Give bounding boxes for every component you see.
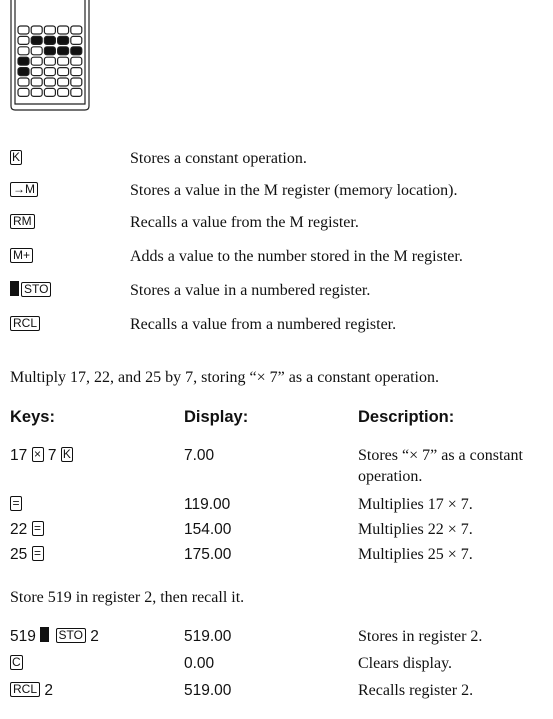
calculator-key-icon [18, 78, 29, 86]
rcl-key: RCL [10, 316, 40, 331]
calculator-key-icon [71, 36, 82, 44]
step-description: operation. [358, 468, 423, 485]
equals-key: = [32, 546, 44, 561]
calculator-key-icon [44, 47, 55, 55]
description-column-header: Description: [358, 408, 455, 426]
calculator-key-icon [44, 26, 55, 34]
calculator-key-icon [58, 78, 69, 86]
step-description: Recalls register 2. [358, 682, 474, 699]
memory-plus-key: M+ [10, 248, 33, 263]
calculator-key-icon [71, 26, 82, 34]
calculator-key-icon [58, 36, 69, 44]
display-value: 7.00 [184, 447, 215, 464]
step-description: Stores “× 7” as a constant [358, 447, 523, 464]
display-value: 519.00 [184, 682, 232, 699]
calculator-key-icon [18, 26, 29, 34]
sto-key: STO [56, 628, 86, 643]
key-row [10, 281, 51, 301]
k-key: K [62, 447, 71, 461]
keystroke-number: 17 [10, 447, 28, 464]
calculator-key-icon [71, 88, 82, 96]
keystroke-sequence [10, 681, 53, 701]
key-description: Recalls a value from the M register. [130, 214, 359, 231]
sto-key: STO [21, 282, 51, 297]
key-description: Stores a value in a numbered register. [130, 282, 371, 299]
calculator-key-icon [44, 68, 55, 76]
calculator-key-icon [18, 88, 29, 96]
recall-memory-key: RM [10, 214, 35, 229]
rcl-key: RCL [10, 682, 40, 697]
keystroke-sequence [10, 446, 73, 466]
calculator-key-icon [18, 68, 29, 76]
keystroke-number: 519 [10, 628, 36, 645]
step-description: Stores in register 2. [358, 628, 483, 645]
key-row [10, 213, 35, 233]
example1-intro: Multiply 17, 22, and 25 by 7, storing “× 7” as a constant operation. [10, 369, 439, 386]
calculator-key-icon [31, 26, 42, 34]
equals-key: = [10, 496, 22, 511]
calculator-keypad-illustration [8, 0, 94, 112]
key-row [10, 315, 40, 335]
calculator-key-icon [58, 26, 69, 34]
example2-intro: Store 519 in register 2, then recall it. [10, 589, 245, 606]
step-description: Multiplies 22 × 7. [358, 521, 473, 538]
display-value: 519.00 [184, 628, 232, 645]
calculator-key-icon [31, 57, 42, 65]
keystroke-number: 2 [90, 628, 99, 645]
calculator-key-icon [31, 47, 42, 55]
key-row [10, 247, 33, 267]
key-row [10, 149, 22, 169]
key-description: Stores a constant operation. [130, 150, 307, 167]
key-description: Stores a value in the M register (memory location). [130, 182, 458, 199]
calculator-key-icon [44, 57, 55, 65]
calculator-key-icon [31, 88, 42, 96]
calculator-key-icon [44, 88, 55, 96]
equals-key: = [32, 521, 44, 536]
shift-key-icon [10, 281, 19, 296]
calculator-key-icon [58, 88, 69, 96]
calculator-key-icon [58, 57, 69, 65]
calculator-key-icon [18, 47, 29, 55]
multiply-key: × [32, 447, 44, 462]
key-description: Recalls a value from a numbered register. [130, 316, 397, 333]
keystroke-sequence [10, 545, 44, 565]
calculator-key-icon [58, 68, 69, 76]
calculator-key-icon [71, 78, 82, 86]
calculator-key-icon [18, 36, 29, 44]
calculator-key-icon [44, 78, 55, 86]
keystroke-number: 25 [10, 546, 28, 563]
keystroke-number: 2 [44, 682, 53, 699]
clear-key: C [12, 655, 21, 669]
display-value: 0.00 [184, 655, 215, 672]
calculator-key-icon [18, 57, 29, 65]
k-key: K [12, 150, 21, 164]
calculator-key-icon [31, 78, 42, 86]
display-value: 119.00 [184, 496, 231, 513]
calculator-key-icon [31, 68, 42, 76]
calculator-key-icon [31, 36, 42, 44]
calculator-key-icon [58, 47, 69, 55]
keystroke-sequence [10, 495, 22, 515]
keystroke-sequence [10, 520, 44, 540]
key-row [10, 181, 38, 201]
step-description: Clears display. [358, 655, 453, 672]
calculator-key-icon [71, 47, 82, 55]
step-description: Multiplies 25 × 7. [358, 546, 473, 563]
to-memory-key: →M [10, 182, 38, 197]
calculator-key-icon [44, 36, 55, 44]
keystroke-sequence [10, 627, 99, 647]
display-column-header: Display: [184, 408, 249, 426]
keys-column-header: Keys: [10, 408, 55, 426]
display-value: 154.00 [184, 521, 232, 538]
display-value: 175.00 [184, 546, 232, 563]
keystroke-number: 22 [10, 521, 28, 538]
calculator-key-icon [71, 68, 82, 76]
keystroke-number: 7 [47, 447, 57, 464]
key-description: Adds a value to the number stored in the M register. [130, 248, 463, 265]
shift-key-icon [40, 627, 49, 642]
calculator-key-icon [71, 57, 82, 65]
step-description: Multiplies 17 × 7. [358, 496, 473, 513]
keystroke-sequence [10, 654, 23, 674]
